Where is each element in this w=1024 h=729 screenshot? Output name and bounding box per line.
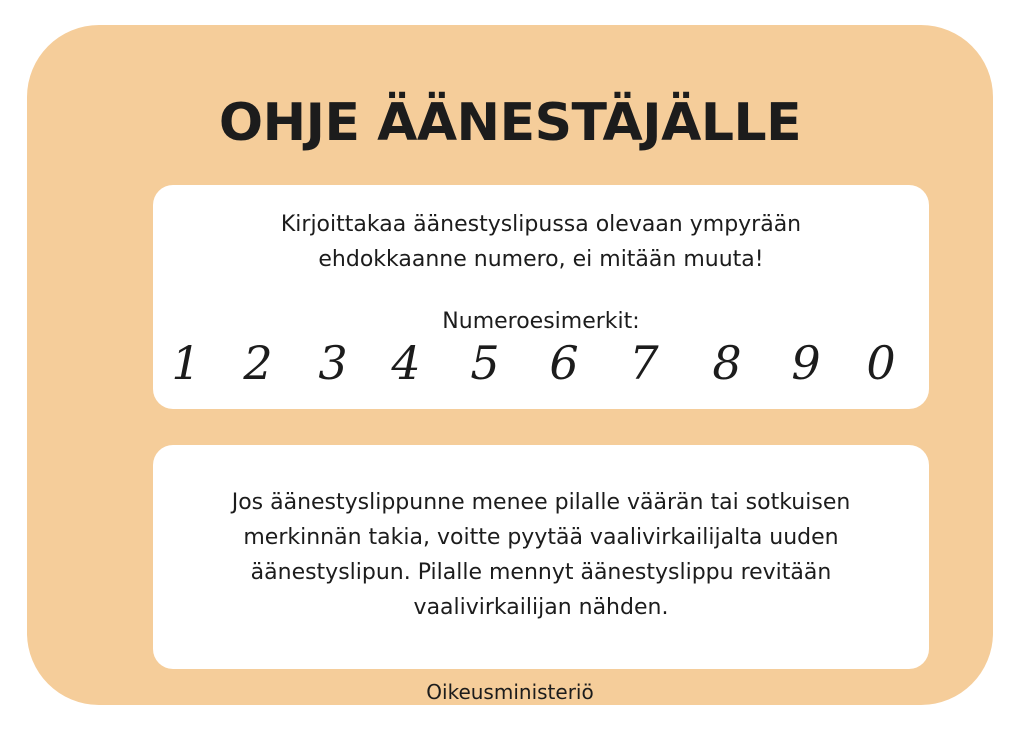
examples-label: Numeroesimerkit: [442,309,640,334]
instruction-text [153,207,929,277]
notice-line: vaalivirkailijan nähden. [413,595,669,620]
digit-example: 4 [391,336,421,390]
notice-line: merkinnän takia, voitte pyytää vaalivirkailijalta uuden [243,525,839,550]
digit-example: 1 [171,336,201,390]
instruction-line: ehdokkaanne numero, ei mitään muuta! [318,247,764,272]
digit-example: 2 [243,336,273,390]
digit-examples [153,335,929,395]
page-title: OHJE ÄÄNESTÄJÄLLE [218,93,802,153]
instruction-card [27,25,993,705]
digit-example: 5 [470,336,500,390]
publisher-name: Oikeusministeriö [426,680,594,704]
digit-example: 7 [629,336,659,390]
digit-example: 8 [712,336,742,390]
digit-example: 9 [791,336,821,390]
digit-example: 6 [549,336,579,390]
digit-example: 3 [318,336,348,390]
notice-line: Jos äänestyslippunne menee pilalle väärän tai sotkuisen [231,490,851,515]
instruction-line: Kirjoittakaa äänestyslipussa olevaan ympyrään [280,212,802,237]
notice-text [153,485,929,625]
instruction-panel [153,185,929,409]
digit-example: 0 [866,336,896,390]
notice-panel [153,445,929,669]
notice-line: äänestyslipun. Pilalle mennyt äänestyslippu revitään [250,560,832,585]
